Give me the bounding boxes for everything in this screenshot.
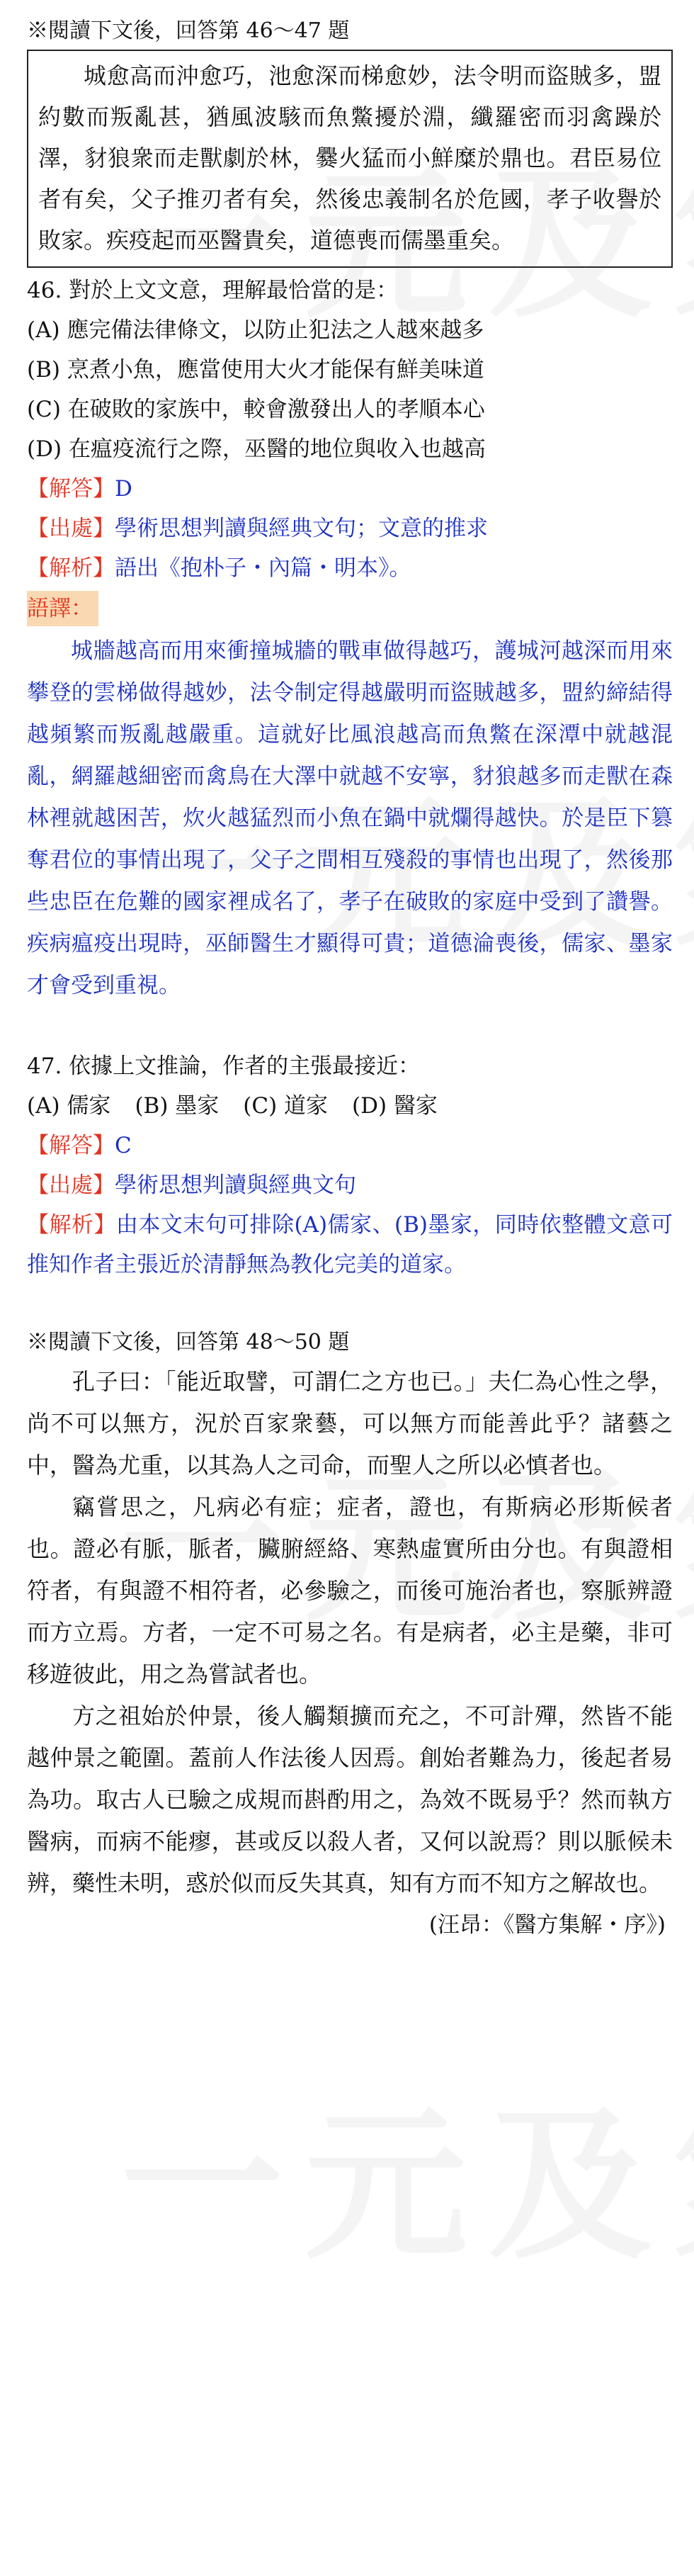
option-47-b: (B) 墨家 [135, 1093, 220, 1119]
options-47 [27, 1086, 673, 1126]
watermark-text [120, 2055, 694, 2289]
passage-source: (汪昂：《醫方集解・序》) [428, 1912, 666, 1938]
answer-line-46 [27, 469, 673, 509]
option-46-d: (D) 在瘟疫流行之際，巫醫的地位與收入也越高 [27, 436, 486, 462]
analysis-line-47 [27, 1205, 673, 1284]
source-line-47 [27, 1165, 673, 1205]
reading-passage-box: 城愈高而沖愈巧，池愈深而梯愈妙，法令明而盜賊多，盟約數而叛亂甚，猶風波駭而魚鱉擾於淵，纖羅密而羽禽躁於澤，豺狼衆而走獸劇於林，爨火猛而小鮮糜於鼎也。君臣易位者有矣，父子推刃者有矣，然後忠義制名於危國，孝子收譽於敗家。疾疫起而巫醫貴矣，道德喪而儒墨重矣。 [27, 50, 673, 268]
option-47-d: (D) 醫家 [352, 1093, 438, 1119]
option-47-c: (C) 道家 [243, 1093, 329, 1119]
question-47: 47. 依據上文推論，作者的主張最接近： [27, 1053, 421, 1079]
analysis-tag: 【解析】 [27, 1212, 116, 1238]
analysis-value: 語出《抱朴子・內篇・明本》。 [115, 555, 411, 581]
question-46: 46. 對於上文文意，理解最恰當的是： [27, 278, 399, 303]
passage-paragraph-1: 孔子曰：「能近取譬，可謂仁之方也已。」夫仁為心性之學，尚不可以無方，況於百家衆藝，可以無方而能善此乎？諸藝之中，醫為尤重，以其為人之司命，而聖人之所以必慎者也。 [27, 1368, 673, 1479]
answer-tag: 【解答】 [27, 1133, 115, 1158]
section-heading-46-47: ※閱讀下文後，回答第 46～47 題 [27, 18, 350, 43]
answer-line-47 [27, 1126, 673, 1165]
spacer [27, 1007, 673, 1046]
option-46-a: (A) 應完備法律條文，以防止犯法之人越來越多 [27, 317, 484, 343]
answer-value: D [115, 476, 132, 502]
option-47-a: (A) 儒家 [27, 1093, 111, 1119]
answer-tag: 【解答】 [27, 476, 115, 502]
translation-label: 語譯： [27, 591, 98, 626]
source-value: 學術思想判讀與經典文句 [115, 1173, 356, 1198]
translation-text: 城牆越高而用來衝撞城牆的戰車做得越巧，護城河越深而用來攀登的雲梯做得越妙，法令制定得越嚴明而盜賊越多，盟約締結得越頻繁而叛亂越嚴重。這就好比風浪越高而魚鱉在深潭中就越混亂，網羅越細密而禽鳥在大澤中就越不安寧，豺狼越多而走獸在森林裡就越困苦，炊火越猛烈而小魚在鍋中就爛得越快。於是臣下篡奪君位的事情出現了，父子之間相互殘殺的事情也出現了，然後那些忠臣在危難的國家裡成名了，孝子在破敗的家庭中受到了讚譽。疾病瘟疫出現時，巫師醫生才顯得可貴；道德淪喪後，儒家、墨家才會受到重視。 [27, 638, 673, 998]
source-value: 學術思想判讀與經典文句；文意的推求 [115, 516, 488, 541]
analysis-value: 由本文末句可排除(A)儒家、(B)墨家，同時依整體文意可推知作者主張近於清靜無為教化完美的道家。 [27, 1212, 673, 1277]
passage-paragraph-2: 竊嘗思之，凡病必有症；症者，證也，有斯病必形斯候者也。證必有脈，脈者，臟腑經絡、寒熱虛實所由分也。有與證相符者，有與證不相符者，必參驗之，而後可施治者也，察脈辨證而方立焉。方者，一定不可易之名。有是病者，必主是藥，非可移遊彼此，用之為嘗試者也。 [27, 1493, 673, 1688]
source-tag: 【出處】 [27, 516, 115, 541]
analysis-line-46 [27, 548, 673, 588]
passage-paragraph-3: 方之祖始於仲景，後人觸類擴而充之，不可計殫，然皆不能越仲景之範圍。蓋前人作法後人因焉。創始者難為力，後起者易為功。取古人已驗之成規而斟酌用之，為效不既易乎？然而執方醫病，而病不能瘳，甚或反以殺人者，又何以說焉？則以脈候未辨，藥性未明，惑於似而反失其真，知有方而不知方之解故也。 [27, 1702, 673, 1897]
section-heading-48-50: ※閱讀下文後，回答第 48～50 題 [27, 1330, 350, 1355]
option-46-b: (B) 烹煮小魚，應當使用大火才能保有鮮美味道 [27, 357, 484, 383]
source-tag: 【出處】 [27, 1173, 115, 1198]
option-46-c: (C) 在破敗的家族中，較會激發出人的孝順本心 [27, 397, 485, 422]
spacer [27, 1284, 673, 1324]
document-page [27, 13, 673, 1945]
answer-value: C [115, 1133, 132, 1158]
analysis-tag: 【解析】 [27, 555, 115, 581]
source-line-46 [27, 509, 673, 548]
